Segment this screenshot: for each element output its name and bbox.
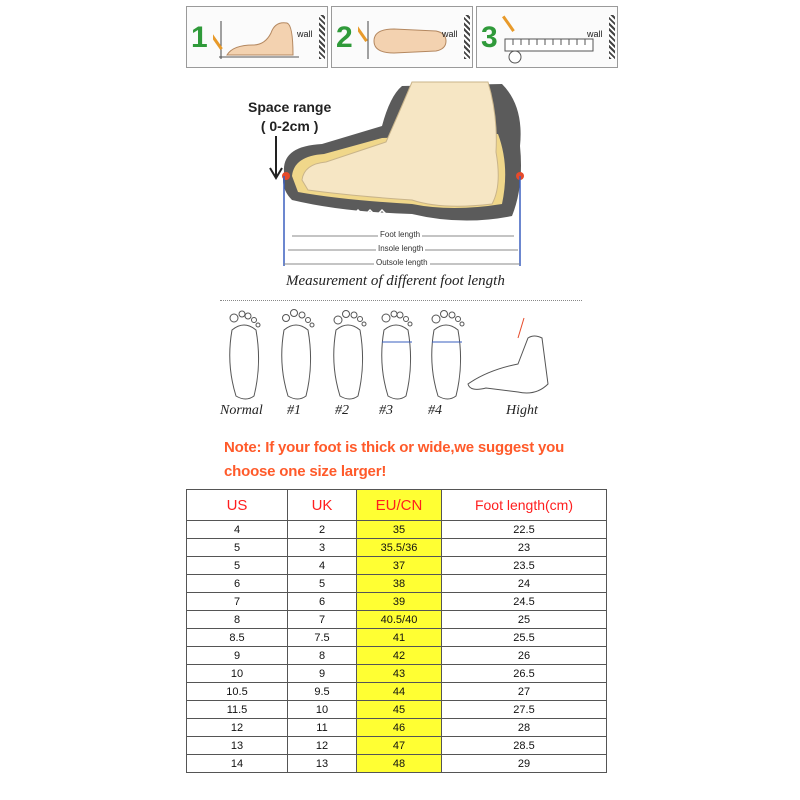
header-us: US <box>187 490 288 521</box>
space-range-line2: ( 0-2cm ) <box>260 118 319 134</box>
cell-us: 13 <box>187 737 288 755</box>
table-row <box>187 647 607 665</box>
cell-us: 6 <box>187 575 288 593</box>
cell-uk: 4 <box>288 557 357 575</box>
cell-eu-cn: 43 <box>357 665 442 683</box>
table-row <box>187 521 607 539</box>
cell-us: 11.5 <box>187 701 288 719</box>
step-panel-2 <box>331 6 473 68</box>
foot-type-label-3: #3 <box>379 403 393 418</box>
table-header-row <box>187 490 607 521</box>
note-line-1: Note: If your foot is thick or wide,we suggest you <box>224 439 565 456</box>
cell-eu-cn: 37 <box>357 557 442 575</box>
table-row <box>187 593 607 611</box>
cell-uk: 9 <box>288 665 357 683</box>
cell-eu-cn: 38 <box>357 575 442 593</box>
cell-foot-length: 29 <box>442 755 607 773</box>
cell-uk: 9.5 <box>288 683 357 701</box>
foot-side-illustration <box>213 15 305 61</box>
cell-eu-cn: 46 <box>357 719 442 737</box>
cell-foot-length: 27.5 <box>442 701 607 719</box>
table-row <box>187 629 607 647</box>
cell-uk: 7.5 <box>288 629 357 647</box>
foot-type-label-4: #4 <box>428 403 442 418</box>
cell-us: 8.5 <box>187 629 288 647</box>
cell-uk: 6 <box>288 593 357 611</box>
cell-us: 12 <box>187 719 288 737</box>
cell-uk: 13 <box>288 755 357 773</box>
cell-uk: 7 <box>288 611 357 629</box>
cell-us: 5 <box>187 539 288 557</box>
table-row <box>187 539 607 557</box>
dotted-divider <box>220 300 582 301</box>
wall-label: wall <box>587 29 603 39</box>
table-row <box>187 557 607 575</box>
step-number: 1 <box>191 21 208 54</box>
cell-eu-cn: 35.5/36 <box>357 539 442 557</box>
cell-foot-length: 22.5 <box>442 521 607 539</box>
cell-us: 9 <box>187 647 288 665</box>
header-foot-length: Foot length(cm) <box>442 490 607 521</box>
foot-top-illustration <box>358 15 450 61</box>
cell-eu-cn: 44 <box>357 683 442 701</box>
size-note <box>224 436 624 484</box>
foot-type-label-normal: Normal <box>220 403 263 418</box>
cell-foot-length: 24 <box>442 575 607 593</box>
header-eu-cn: EU/CN <box>357 490 442 521</box>
cell-us: 8 <box>187 611 288 629</box>
table-row <box>187 719 607 737</box>
table-row <box>187 755 607 773</box>
table-row <box>187 665 607 683</box>
insole-length-label: Insole length <box>378 244 424 253</box>
step-number: 2 <box>336 21 353 54</box>
cell-eu-cn: 40.5/40 <box>357 611 442 629</box>
cell-eu-cn: 39 <box>357 593 442 611</box>
measurement-title: Measurement of different foot length <box>286 273 505 289</box>
cell-uk: 5 <box>288 575 357 593</box>
cell-foot-length: 23.5 <box>442 557 607 575</box>
wall-label: wall <box>442 29 458 39</box>
outsole-length-label: Outsole length <box>376 258 428 267</box>
size-chart-table <box>186 489 607 773</box>
space-range-line1: Space range <box>248 99 332 115</box>
cell-foot-length: 27 <box>442 683 607 701</box>
cell-uk: 12 <box>288 737 357 755</box>
step-number: 3 <box>481 21 498 54</box>
cell-foot-length: 26 <box>442 647 607 665</box>
foot-length-label: Foot length <box>380 230 421 239</box>
cell-foot-length: 28 <box>442 719 607 737</box>
cell-us: 4 <box>187 521 288 539</box>
cell-eu-cn: 47 <box>357 737 442 755</box>
table-row <box>187 683 607 701</box>
header-uk: UK <box>288 490 357 521</box>
cell-us: 14 <box>187 755 288 773</box>
cell-foot-length: 23 <box>442 539 607 557</box>
table-row <box>187 737 607 755</box>
foot-type-label-1: #1 <box>287 403 301 418</box>
cell-foot-length: 24.5 <box>442 593 607 611</box>
wall-bar <box>319 15 325 59</box>
cell-foot-length: 25.5 <box>442 629 607 647</box>
cell-uk: 10 <box>288 701 357 719</box>
table-row <box>187 701 607 719</box>
wall-bar <box>609 15 615 59</box>
wall-label: wall <box>297 29 313 39</box>
cell-eu-cn: 45 <box>357 701 442 719</box>
cell-eu-cn: 35 <box>357 521 442 539</box>
cell-foot-length: 28.5 <box>442 737 607 755</box>
cell-uk: 3 <box>288 539 357 557</box>
cell-eu-cn: 41 <box>357 629 442 647</box>
cell-uk: 2 <box>288 521 357 539</box>
ruler-illustration <box>501 11 595 65</box>
wall-bar <box>464 15 470 59</box>
cell-eu-cn: 42 <box>357 647 442 665</box>
cell-us: 5 <box>187 557 288 575</box>
foot-types-illustration <box>218 304 578 404</box>
step-panel-1 <box>186 6 328 68</box>
cell-foot-length: 26.5 <box>442 665 607 683</box>
cell-eu-cn: 48 <box>357 755 442 773</box>
note-line-2: choose one size larger! <box>224 463 387 480</box>
cell-us: 10.5 <box>187 683 288 701</box>
foot-type-label-2: #2 <box>335 403 349 418</box>
cell-us: 7 <box>187 593 288 611</box>
cell-uk: 11 <box>288 719 357 737</box>
cell-foot-length: 25 <box>442 611 607 629</box>
step-panel-3 <box>476 6 618 68</box>
table-row <box>187 611 607 629</box>
cell-us: 10 <box>187 665 288 683</box>
table-row <box>187 575 607 593</box>
foot-type-label-high: Hight <box>506 403 538 418</box>
cell-uk: 8 <box>288 647 357 665</box>
